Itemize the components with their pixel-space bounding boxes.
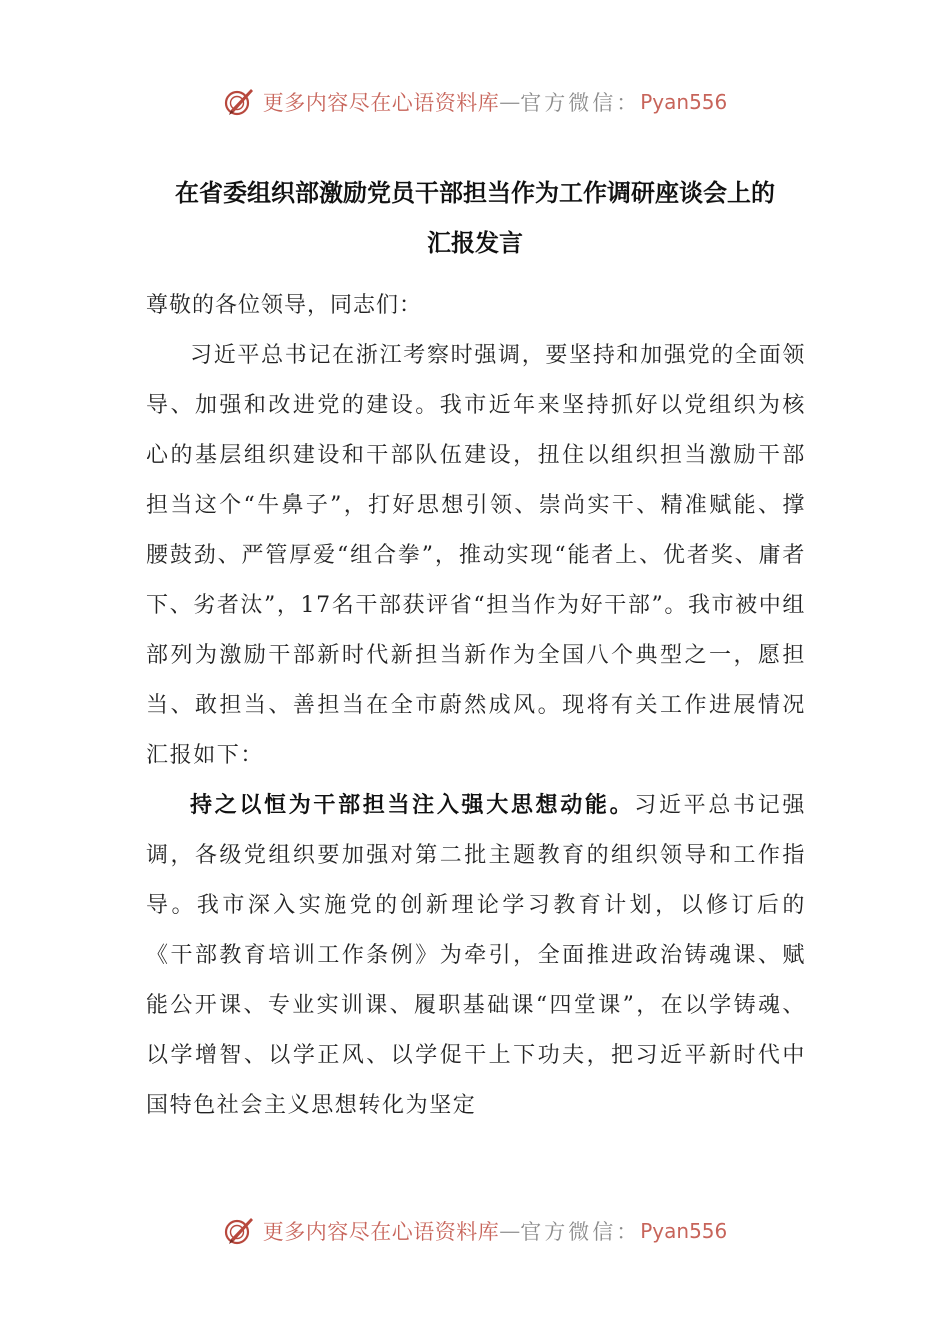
footer-watermark bbox=[0, 1211, 950, 1251]
watermark-dash: — bbox=[499, 1219, 521, 1243]
watermark-label: 官方微信： bbox=[520, 1220, 641, 1244]
quill-pen-logo-icon bbox=[223, 86, 255, 118]
watermark-wechat-id: Pyan556 bbox=[640, 90, 728, 114]
watermark-label: 官方微信： bbox=[520, 91, 641, 115]
watermark-wechat-id: Pyan556 bbox=[640, 1219, 728, 1243]
header-watermark bbox=[0, 82, 950, 122]
title-line-1: 在省委组织部激励党员干部担当作为工作调研座谈会上的 bbox=[175, 179, 775, 207]
paragraph-intro: 习近平总书记在浙江考察时强调，要坚持和加强党的全面领导、加强和改进党的建设。我市近年来坚持抓好以党组织为核心的基层组织建设和干部队伍建设，扭住以组织担当激励干部担当这个“牛鼻子”，打好思想引领、崇尚实干、精准赋能、撑腰鼓劲、严管厚爱“组合拳”，推动实现“能者上、优者奖、庸者下、劣者汰”，17名干部获评省“担当作为好干部”。我市被中组部列为激励干部新时代新担当新作为全国八个典型之一，愿担当、敢担当、善担当在全市蔚然成风。现将有关工作进展情况汇报如下： bbox=[146, 343, 806, 768]
section-1-text: 习近平总书记强调，各级党组织要加强对第二批主题教育的组织领导和工作指导。我市深入实施党的创新理论学习教育计划，以修订后的《干部教育培训工作条例》为牵引，全面推进政治铸魂课、赋能公开课、专业实训课、履职基础课“四堂课”，在以学铸魂、以学增智、以学正风、以学促干上下功夫，把习近平新时代中国特色社会主义思想转化为坚定 bbox=[146, 793, 806, 1118]
watermark-main-text: 更多内容尽在心语资料库 bbox=[262, 91, 500, 115]
salutation: 尊敬的各位领导，同志们： bbox=[146, 293, 423, 318]
watermark-dash: — bbox=[499, 90, 521, 114]
title-line-2: 汇报发言 bbox=[427, 229, 523, 257]
paragraph-section-1 bbox=[146, 781, 806, 1131]
quill-pen-logo-icon bbox=[223, 1215, 255, 1247]
document-title bbox=[100, 168, 850, 268]
document-body bbox=[146, 281, 806, 1131]
section-1-heading: 持之以恒为干部担当注入强大思想动能。 bbox=[190, 793, 635, 818]
watermark-main-text: 更多内容尽在心语资料库 bbox=[262, 1220, 500, 1244]
